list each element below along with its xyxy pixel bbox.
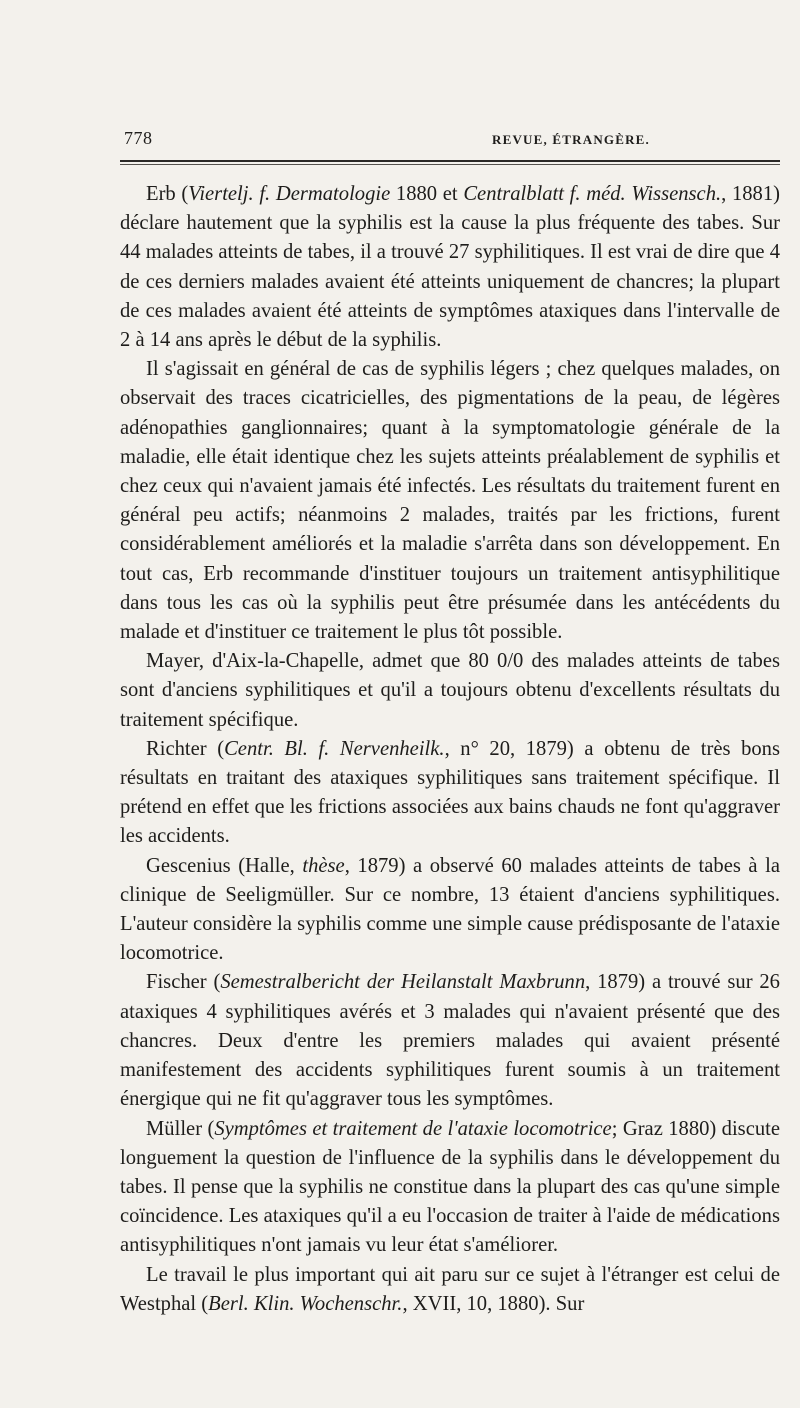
- text-run: , 1879) a observé 60 malades atteints de tabes à la clinique de Seeligmüller. Sur ce nombre, 13 étaient d'anciens syphilitiques. L'auteur considère la syphilis comme une simple cause prédisposante de l'ataxie locomotrice.: [120, 854, 780, 965]
- text-run: Müller (: [146, 1117, 215, 1140]
- text-run: , 1881) déclare hautement que la syphilis est la cause la plus fréquente des tabes. Sur 44 malades atteints de tabes, il a trouvé 27 syphilitiques. Il est vrai de dire que 4 de ces derniers malades avaient été atteints uniquement de chancres; la plupart de ces malades avaient été atteints de symptômes ataxiques dans l'intervalle de 2 à 14 ans après le début de la syphilis.: [120, 183, 781, 352]
- header-rule: [120, 160, 780, 162]
- text-run: Gescenius (Halle,: [146, 854, 303, 877]
- paragraph: [120, 180, 780, 355]
- paragraph: [120, 852, 780, 969]
- text-run: Le travail le plus important qui ait paru sur ce sujet à l'étranger est celui de Westphal (: [120, 1263, 780, 1315]
- page-header: [120, 126, 780, 158]
- text-run: ; Graz 1880) discute longuement la question de l'influence de la syphilis dans le développement du tabes. Il pense que la syphilis ne constitue dans la plupart des cas qu'une simple coïncidence. Les ataxiques qu'il a eu l'occasion de traiter à l'aide de médications antisyphilitiques n'ont jamais vu leur état s'améliorer.: [120, 1117, 780, 1257]
- paragraph: [120, 647, 780, 735]
- citation-italic: Symptômes et traitement de l'ataxie locomotrice: [214, 1117, 612, 1140]
- paragraph: [120, 968, 780, 1114]
- citation-italic: Berl. Klin. Wochenschr.: [208, 1292, 403, 1315]
- text-run: , XVII, 10, 1880). Sur: [402, 1292, 585, 1315]
- text-run: Il s'agissait en général de cas de syphilis légers ; chez quelques malades, on observait des traces cicatricielles, des pigmentations de la peau, de légères adénopathies ganglionnaires; quant à la symptomatologie générale de la maladie, elle était identique chez les sujets atteints préalablement de syphilis et chez ceux qui n'avaient jamais été infectés. Les résultats du traitement furent en général peu actifs; néanmoins 2 malades, traités par les frictions, furent considérablement améliorés et la maladie s'arrêta dans son développement. En tout cas, Erb recommande d'instituer toujours un traitement antisyphilitique dans tous les cas où la syphilis peut être présumée dans les antécédents du malade et d'instituer ce traitement le plus tôt possible.: [120, 358, 780, 644]
- citation-italic: thèse: [302, 854, 345, 877]
- text-run: Mayer, d'Aix-la-Chapelle, admet que 80 0/0 des malades atteints de tabes sont d'anciens syphilitiques et qu'il a toujours obtenu d'excellents résultats du traitement spécifique.: [120, 650, 780, 731]
- citation-italic: Centralblatt f. méd. Wissensch.: [463, 183, 722, 205]
- text-run: , n° 20, 1879) a obtenu de très bons résultats en traitant des ataxiques syphilitiques sans traitement spécifique. Il prétend en effet que les frictions associées aux bains chauds ne font qu'aggraver les accidents.: [120, 737, 780, 848]
- paragraph: [120, 735, 780, 852]
- text-run: Erb (: [146, 183, 189, 205]
- paragraph: [120, 1261, 780, 1319]
- page-number: 778: [124, 128, 153, 148]
- paragraph: [120, 355, 780, 647]
- body-text: [120, 180, 780, 1319]
- citation-italic: Viertelj. f. Dermatologie: [188, 183, 391, 205]
- header-rule-thin: [120, 164, 780, 165]
- text-run: Fischer (: [146, 971, 221, 994]
- text-run: 1880 et: [390, 183, 464, 205]
- paragraph: [120, 1115, 780, 1261]
- citation-italic: Centr. Bl. f. Nervenheilk.: [224, 737, 445, 760]
- citation-italic: Semestralbericht der Heilanstalt Maxbrunn: [220, 971, 586, 994]
- running-head: REVUE, ÉTRANGÈRE.: [492, 132, 651, 147]
- text-run: , 1879) a trouvé sur 26 ataxiques 4 syphilitiques avérés et 3 malades qui n'avaient présenté que des chancres. Deux d'entre les premiers malades qui avaient présenté manifestement des accidents syphilitiques furent soumis à un traitement énergique qui ne fit qu'aggraver tous les symptômes.: [120, 971, 780, 1111]
- text-run: Richter (: [146, 737, 225, 760]
